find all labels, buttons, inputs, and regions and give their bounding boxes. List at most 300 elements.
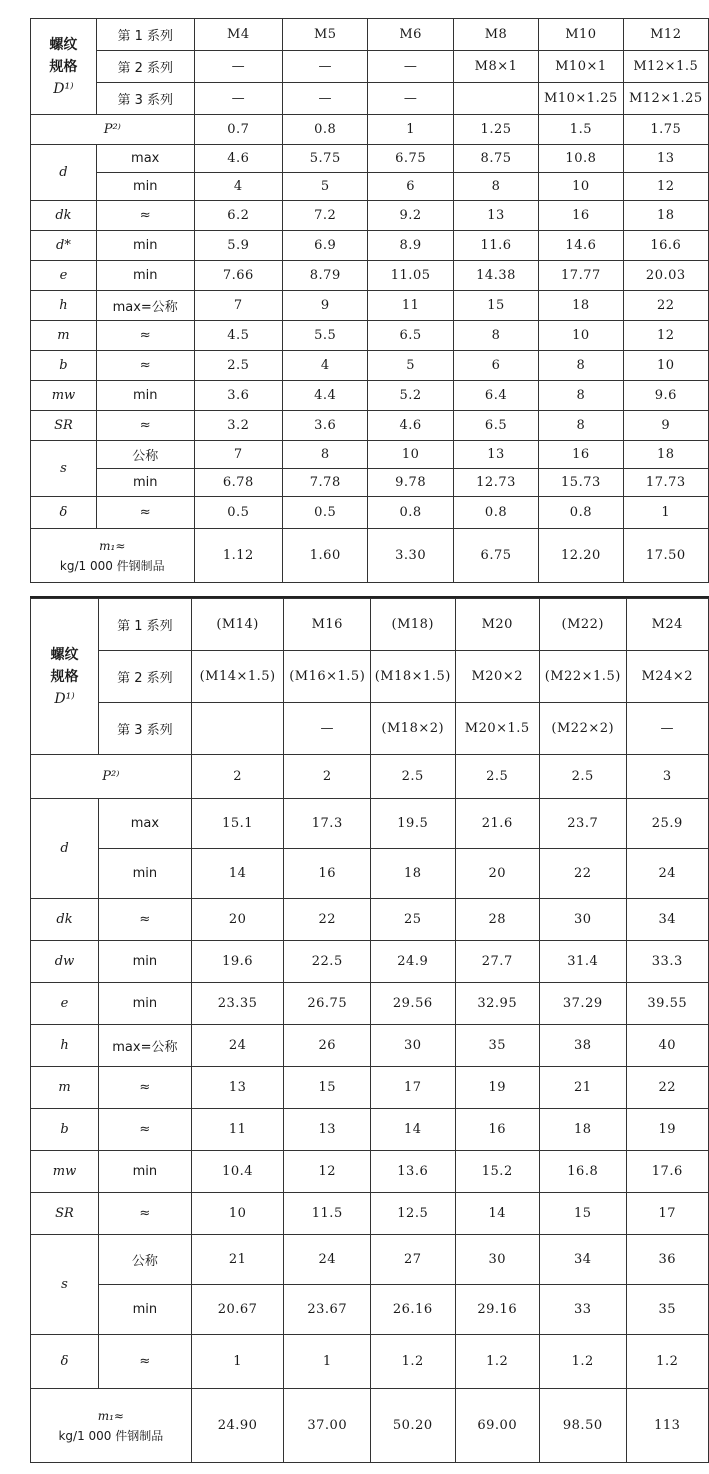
series-label: 第 1 系列 (96, 19, 194, 51)
param-value: 11.6 (453, 231, 538, 261)
series-value: M24×2 (626, 651, 708, 703)
param-row (31, 1025, 709, 1067)
param-sub-label: min (96, 231, 194, 261)
param-value: 11.5 (284, 1193, 371, 1235)
da-value: 4.6 (194, 145, 282, 173)
pitch-value: 3 (626, 755, 708, 799)
param-label: d* (31, 231, 97, 261)
param-value: 3.6 (194, 381, 282, 411)
param-value: 34 (626, 899, 708, 941)
param-value: 16.6 (623, 231, 708, 261)
param-label: m (31, 1067, 99, 1109)
param-sub-label: ≈ (99, 1109, 192, 1151)
param-value: 20 (191, 899, 284, 941)
param-label: SR (31, 1193, 99, 1235)
param-label: mw (31, 381, 97, 411)
da-value: 23.7 (539, 799, 626, 849)
param-value: 11 (191, 1109, 284, 1151)
s-sub-label: min (96, 469, 194, 497)
param-value: 8.9 (368, 231, 453, 261)
param-value: 32.95 (455, 983, 539, 1025)
param-value: 15 (539, 1193, 626, 1235)
s-value: 7.78 (283, 469, 368, 497)
param-value: 16 (539, 201, 623, 231)
pitch-value: 2.5 (455, 755, 539, 799)
param-value: 37.29 (539, 983, 626, 1025)
param-value: 4.4 (283, 381, 368, 411)
param-value: 13.6 (371, 1151, 455, 1193)
s-value: 7 (194, 441, 282, 469)
param-value: 6.2 (194, 201, 282, 231)
da-label: d (31, 145, 97, 201)
series-value: M10×1 (539, 51, 623, 83)
s-value: 13 (453, 441, 538, 469)
param-sub-label: min (96, 261, 194, 291)
delta-value: 1.2 (371, 1335, 455, 1389)
param-row (31, 261, 709, 291)
param-sub-label: ≈ (96, 411, 194, 441)
param-value: 3.2 (194, 411, 282, 441)
da-value: 10 (539, 173, 623, 201)
pitch-label: P²⁾ (31, 755, 192, 799)
series-value: M12×1.5 (623, 51, 708, 83)
param-value: 5.5 (283, 321, 368, 351)
param-value: 10 (539, 321, 623, 351)
param-value: 6 (453, 351, 538, 381)
mass-unit: kg/1 000 件钢制品 (58, 1428, 164, 1443)
da-value: 6.75 (368, 145, 453, 173)
s-value: 9.78 (368, 469, 453, 497)
param-value: 35 (455, 1025, 539, 1067)
series-value: — (368, 83, 453, 115)
s-value: 24 (284, 1235, 371, 1285)
series-value: (M18×2) (371, 703, 455, 755)
delta-value: 0.8 (368, 497, 453, 529)
s-value: 17.73 (623, 469, 708, 497)
delta-value: 1 (623, 497, 708, 529)
delta-row (31, 1335, 709, 1389)
param-value: 28 (455, 899, 539, 941)
pitch-value: 2.5 (371, 755, 455, 799)
s-value: 23.67 (284, 1285, 371, 1335)
param-row (31, 983, 709, 1025)
da-value: 19.5 (371, 799, 455, 849)
param-value: 18 (623, 201, 708, 231)
da-value: 24 (626, 849, 708, 899)
mass-value: 1.12 (194, 529, 282, 583)
s-value: 36 (626, 1235, 708, 1285)
s-value: 8 (283, 441, 368, 469)
param-value: 38 (539, 1025, 626, 1067)
mass-row (31, 1389, 709, 1463)
mass-value: 113 (626, 1389, 708, 1463)
param-value: 13 (191, 1067, 284, 1109)
param-value: 8 (539, 351, 623, 381)
da-value: 10.8 (539, 145, 623, 173)
s-value: 10 (368, 441, 453, 469)
series-label: 第 2 系列 (99, 651, 192, 703)
spec-symbol: D¹⁾ (53, 80, 74, 97)
param-value: 10 (623, 351, 708, 381)
param-value: 19.6 (191, 941, 284, 983)
s-value: 35 (626, 1285, 708, 1335)
param-row (31, 1151, 709, 1193)
spec-symbol: D¹⁾ (54, 690, 75, 707)
mass-value: 17.50 (623, 529, 708, 583)
param-value: 26 (284, 1025, 371, 1067)
param-value: 14 (371, 1109, 455, 1151)
series-value: M20×2 (455, 651, 539, 703)
s-value: 21 (191, 1235, 284, 1285)
param-value: 14.38 (453, 261, 538, 291)
series-value: M4 (194, 19, 282, 51)
mass-value: 37.00 (284, 1389, 371, 1463)
param-value: 12.5 (371, 1193, 455, 1235)
spec-label-cell (31, 19, 97, 115)
param-value: 25 (371, 899, 455, 941)
series-value: M20 (455, 599, 539, 651)
s-value: 34 (539, 1235, 626, 1285)
pitch-value: 1 (368, 115, 453, 145)
param-label: b (31, 351, 97, 381)
param-value: 5 (368, 351, 453, 381)
da-value: 6 (368, 173, 453, 201)
s-sub-label: 公称 (99, 1235, 192, 1285)
da-value: 13 (623, 145, 708, 173)
s-sub-label: 公称 (96, 441, 194, 469)
param-value: 24 (191, 1025, 284, 1067)
param-label: h (31, 1025, 99, 1067)
delta-label: δ (31, 1335, 99, 1389)
series-value: M20×1.5 (455, 703, 539, 755)
da-sub-label: min (99, 849, 192, 899)
param-value: 30 (539, 899, 626, 941)
param-value: 20.03 (623, 261, 708, 291)
param-value: 2.5 (194, 351, 282, 381)
param-value: 4 (283, 351, 368, 381)
da-sub-label: max (96, 145, 194, 173)
param-value: 22 (626, 1067, 708, 1109)
param-value: 9.6 (623, 381, 708, 411)
series-value: (M14) (191, 599, 284, 651)
pitch-value: 0.7 (194, 115, 282, 145)
s-value: 18 (623, 441, 708, 469)
param-sub-label: min (99, 983, 192, 1025)
s-value: 12.73 (453, 469, 538, 497)
param-value: 5.9 (194, 231, 282, 261)
param-label: b (31, 1109, 99, 1151)
s-row (31, 441, 709, 469)
series-label: 第 3 系列 (99, 703, 192, 755)
param-value: 14.6 (539, 231, 623, 261)
series-row (31, 19, 709, 51)
da-value: 21.6 (455, 799, 539, 849)
mass-value: 6.75 (453, 529, 538, 583)
s-value: 33 (539, 1285, 626, 1335)
param-label: h (31, 291, 97, 321)
param-row (31, 1193, 709, 1235)
mass-label: m₁≈ (97, 1408, 124, 1423)
s-value: 30 (455, 1235, 539, 1285)
param-row (31, 411, 709, 441)
s-row (31, 1235, 709, 1285)
param-value: 33.3 (626, 941, 708, 983)
da-value: 17.3 (284, 799, 371, 849)
s-value: 26.16 (371, 1285, 455, 1335)
pitch-value: 2 (191, 755, 284, 799)
series-value: — (284, 703, 371, 755)
param-value: 9 (623, 411, 708, 441)
delta-value: 1 (191, 1335, 284, 1389)
da-value: 12 (623, 173, 708, 201)
s-value: 15.73 (539, 469, 623, 497)
param-value: 17.77 (539, 261, 623, 291)
param-label: mw (31, 1151, 99, 1193)
param-label: m (31, 321, 97, 351)
param-value: 30 (371, 1025, 455, 1067)
delta-value: 1.2 (626, 1335, 708, 1389)
mass-value: 98.50 (539, 1389, 626, 1463)
da-value: 25.9 (626, 799, 708, 849)
s-value: 27 (371, 1235, 455, 1285)
da-label: d (31, 799, 99, 899)
param-value: 10 (191, 1193, 284, 1235)
s-label: s (31, 441, 97, 497)
param-value: 12 (623, 321, 708, 351)
param-value: 7.66 (194, 261, 282, 291)
s-label: s (31, 1235, 99, 1335)
param-value: 22 (623, 291, 708, 321)
param-sub-label: ≈ (96, 201, 194, 231)
param-sub-label: ≈ (99, 899, 192, 941)
param-value: 8 (539, 411, 623, 441)
param-label: e (31, 261, 97, 291)
delta-value: 0.8 (539, 497, 623, 529)
param-row (31, 1109, 709, 1151)
param-sub-label: ≈ (96, 351, 194, 381)
series-label: 第 1 系列 (99, 599, 192, 651)
param-value: 29.56 (371, 983, 455, 1025)
param-value: 17 (371, 1067, 455, 1109)
param-sub-label: max=公称 (99, 1025, 192, 1067)
da-value: 22 (539, 849, 626, 899)
mass-label-cell (31, 529, 195, 583)
series-value (453, 83, 538, 115)
da-value: 14 (191, 849, 284, 899)
s-value: 20.67 (191, 1285, 284, 1335)
param-value: 6.9 (283, 231, 368, 261)
param-value: 24.9 (371, 941, 455, 983)
da-row (31, 849, 709, 899)
param-value: 3.6 (283, 411, 368, 441)
s-value: 6.78 (194, 469, 282, 497)
param-value: 6.5 (453, 411, 538, 441)
series-value: M12×1.25 (623, 83, 708, 115)
series-value: M8×1 (453, 51, 538, 83)
param-row (31, 201, 709, 231)
param-value: 19 (626, 1109, 708, 1151)
param-value: 4.5 (194, 321, 282, 351)
param-value: 40 (626, 1025, 708, 1067)
param-value: 27.7 (455, 941, 539, 983)
mass-unit: kg/1 000 件钢制品 (59, 558, 165, 573)
param-sub-label: ≈ (96, 321, 194, 351)
mass-label: m₁≈ (99, 538, 126, 553)
delta-value: 0.5 (194, 497, 282, 529)
spec-label: 螺纹规格 (50, 646, 79, 685)
da-value: 5.75 (283, 145, 368, 173)
param-value: 11 (368, 291, 453, 321)
param-value: 16.8 (539, 1151, 626, 1193)
da-row (31, 173, 709, 201)
series-value: (M16×1.5) (284, 651, 371, 703)
series-value: (M14×1.5) (191, 651, 284, 703)
pitch-value: 1.5 (539, 115, 623, 145)
param-value: 4.6 (368, 411, 453, 441)
param-sub-label: min (99, 941, 192, 983)
param-value: 6.4 (453, 381, 538, 411)
pitch-value: 1.25 (453, 115, 538, 145)
mass-value: 69.00 (455, 1389, 539, 1463)
series-value: M24 (626, 599, 708, 651)
mass-label-cell (31, 1389, 192, 1463)
param-value: 13 (284, 1109, 371, 1151)
series-value: (M22) (539, 599, 626, 651)
da-value: 8.75 (453, 145, 538, 173)
s-value: 29.16 (455, 1285, 539, 1335)
param-label: SR (31, 411, 97, 441)
series-row (31, 703, 709, 755)
param-value: 15.2 (455, 1151, 539, 1193)
da-value: 8 (453, 173, 538, 201)
param-label: e (31, 983, 99, 1025)
da-value: 18 (371, 849, 455, 899)
pitch-value: 2 (284, 755, 371, 799)
series-value: M10×1.25 (539, 83, 623, 115)
pitch-value: 2.5 (539, 755, 626, 799)
series-value: — (283, 83, 368, 115)
da-value: 5 (283, 173, 368, 201)
param-value: 9.2 (368, 201, 453, 231)
series-row (31, 599, 709, 651)
delta-value: 0.5 (283, 497, 368, 529)
series-value: M12 (623, 19, 708, 51)
series-row (31, 83, 709, 115)
param-value: 18 (539, 291, 623, 321)
param-value: 12 (284, 1151, 371, 1193)
param-value: 7.2 (283, 201, 368, 231)
da-value: 20 (455, 849, 539, 899)
spec-table-1 (30, 18, 709, 583)
s-sub-label: min (99, 1285, 192, 1335)
param-label: dk (31, 201, 97, 231)
param-sub-label: ≈ (99, 1193, 192, 1235)
pitch-value: 1.75 (623, 115, 708, 145)
series-value (191, 703, 284, 755)
param-value: 23.35 (191, 983, 284, 1025)
param-row (31, 941, 709, 983)
param-value: 13 (453, 201, 538, 231)
param-row (31, 351, 709, 381)
delta-value: 0.8 (453, 497, 538, 529)
param-value: 17 (626, 1193, 708, 1235)
series-value: — (283, 51, 368, 83)
delta-label: δ (31, 497, 97, 529)
param-row (31, 291, 709, 321)
spec-table-2 (30, 598, 709, 1463)
mass-value: 50.20 (371, 1389, 455, 1463)
param-label: dw (31, 941, 99, 983)
series-value: M8 (453, 19, 538, 51)
series-value: M10 (539, 19, 623, 51)
mass-value: 1.60 (283, 529, 368, 583)
param-sub-label: max=公称 (96, 291, 194, 321)
series-value: (M22×1.5) (539, 651, 626, 703)
series-row (31, 651, 709, 703)
delta-sub-label: ≈ (99, 1335, 192, 1389)
param-row (31, 231, 709, 261)
series-value: — (194, 51, 282, 83)
param-value: 8.79 (283, 261, 368, 291)
param-row (31, 321, 709, 351)
series-value: (M18×1.5) (371, 651, 455, 703)
delta-value: 1 (284, 1335, 371, 1389)
series-label: 第 3 系列 (96, 83, 194, 115)
param-value: 14 (455, 1193, 539, 1235)
param-sub-label: ≈ (99, 1067, 192, 1109)
param-value: 17.6 (626, 1151, 708, 1193)
param-value: 26.75 (284, 983, 371, 1025)
param-value: 31.4 (539, 941, 626, 983)
param-value: 10.4 (191, 1151, 284, 1193)
param-sub-label: min (99, 1151, 192, 1193)
da-sub-label: max (99, 799, 192, 849)
series-value: M6 (368, 19, 453, 51)
param-value: 19 (455, 1067, 539, 1109)
pitch-value: 0.8 (283, 115, 368, 145)
delta-value: 1.2 (539, 1335, 626, 1389)
series-value: — (368, 51, 453, 83)
param-value: 21 (539, 1067, 626, 1109)
param-value: 7 (194, 291, 282, 321)
da-row (31, 799, 709, 849)
series-value: (M18) (371, 599, 455, 651)
pitch-label: P²⁾ (31, 115, 195, 145)
mass-value: 3.30 (368, 529, 453, 583)
series-value: — (194, 83, 282, 115)
da-value: 15.1 (191, 799, 284, 849)
mass-value: 12.20 (539, 529, 623, 583)
series-row (31, 51, 709, 83)
param-value: 8 (453, 321, 538, 351)
pitch-row (31, 755, 709, 799)
s-value: 16 (539, 441, 623, 469)
param-value: 16 (455, 1109, 539, 1151)
s-row (31, 469, 709, 497)
param-row (31, 381, 709, 411)
da-row (31, 145, 709, 173)
mass-row (31, 529, 709, 583)
param-value: 18 (539, 1109, 626, 1151)
da-value: 16 (284, 849, 371, 899)
da-value: 4 (194, 173, 282, 201)
spec-label: 螺纹规格 (49, 36, 78, 75)
pitch-row (31, 115, 709, 145)
delta-row (31, 497, 709, 529)
param-value: 22 (284, 899, 371, 941)
s-row (31, 1285, 709, 1335)
delta-value: 1.2 (455, 1335, 539, 1389)
